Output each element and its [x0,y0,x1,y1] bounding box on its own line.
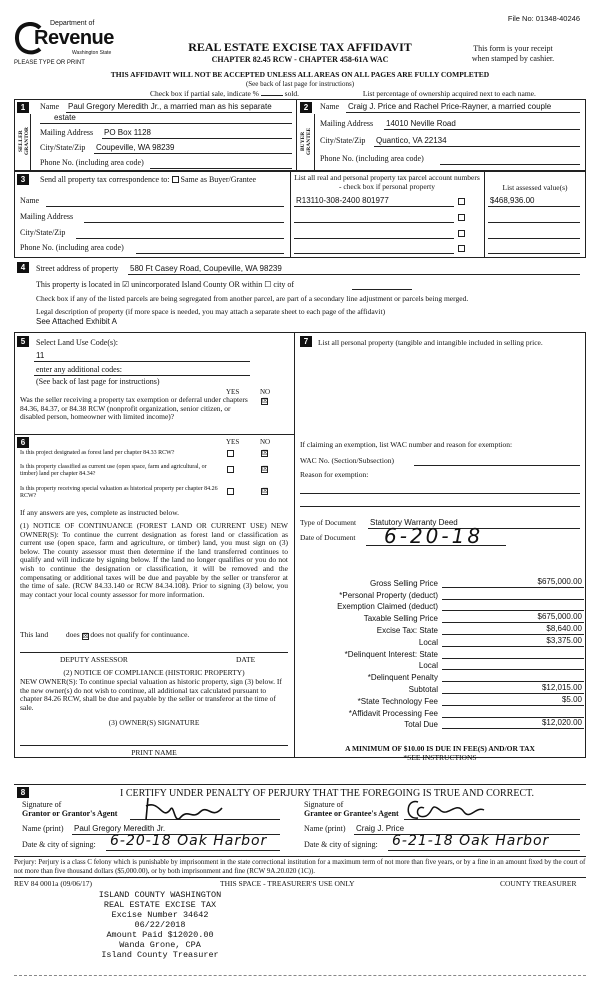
grantee-printed-name: Craig J. Price [356,824,405,833]
does-not-qualify-label: does not qualify for continuance. [90,630,190,639]
please-type-label: PLEASE TYPE OR PRINT [14,60,85,66]
tax-row-label: Total Due [404,720,438,730]
tax-row-value [442,671,584,682]
exemption-no-checkbox[interactable]: ☒ [262,397,269,405]
seller-phone-label: Phone No. (including area code) [40,158,144,167]
tax-row-label: Local [418,637,438,647]
grantee-name-print-label: Name (print) [304,824,346,833]
buyer-side-label: BUYER GRANTEE [300,127,312,155]
form-subtitle: CHAPTER 82.45 RCW - CHAPTER 458-61A WAC [211,55,389,64]
same-as-buyer-checkbox[interactable] [172,176,179,183]
receipt-note-1: This form is your receipt [473,44,553,53]
file-number: File No: 01348-40246 [507,14,580,23]
tax-row-value [442,659,584,670]
logo-state-label: Washington State [72,50,112,56]
grantor-sig-label-2: Grantor or Grantor's Agent [22,809,118,818]
tax-row-label: *Delinquent Penalty [367,673,438,683]
assessed-header: List assessed value(s) [502,183,568,192]
forest-land-question: Is this project designated as forest land per chapter 84.33 RCW? [20,450,175,456]
sec3-phone-label: Phone No. (including area code) [20,243,124,252]
doc-date-label: Date of Document [300,533,356,542]
segregated-text: Check box if any of the listed parcels are being segregated from another parcel, are part of a secondary line adjustment or parcels being merged. [36,294,469,303]
treasurer-stamp [70,890,250,960]
exemption-reason-label: Reason for exemption: [300,470,369,479]
tax-row [300,718,584,730]
additional-codes-label: enter any additional codes: [36,365,122,374]
tax-row-value: $8,640.00 [442,624,584,635]
tax-row-label: *Personal Property (deduct) [339,590,438,600]
partial-sale-label: Check box if partial sale, indicate % [150,89,259,98]
tax-row [300,682,584,694]
doc-date-value: 6-20-18 [384,524,484,548]
historic-question: Is this property receiving special valuation as historical property per chapter 84.26 RCW? [20,486,218,499]
exemption-question: Was the seller receiving a property tax exemption or deferral under chapters 84.36, 84.37, or 84.38 RCW (nonprofit organization, senior citizen, or disabled person, homeowner with limited income)? [20,395,248,421]
parcel-1-personal-checkbox[interactable] [458,198,465,205]
tax-row-label: *State Technology Fee [357,696,438,706]
stamp-line: Amount Paid $12020.00 [106,930,214,940]
tax-row-label: Exemption Claimed (deduct) [337,602,438,612]
tax-row [300,611,584,623]
treasurer-use-label: THIS SPACE - TREASURER'S USE ONLY [220,879,355,888]
warning-banner: THIS AFFIDAVIT WILL NOT BE ACCEPTED UNLESS ALL AREAS ON ALL PAGES ARE FULLY COMPLETED [110,70,490,79]
logo-revenue-word: Revenue [34,27,114,49]
tax-row-value: $12,015.00 [442,683,584,694]
send-to-label: Send all property tax correspondence to: [40,175,170,184]
land-use-see-back: (See back of last page for instructions) [36,377,160,386]
legal-description-label: Legal description of property (if more space is needed, you may attach a separate sheet to each page of the affidavit) [36,307,386,316]
section-2-number: 2 [300,102,312,113]
tax-calculation-table [300,576,584,729]
parcel-2-personal-checkbox[interactable] [458,214,465,221]
does-label: does [65,630,80,639]
parcel-3-personal-checkbox[interactable] [458,230,465,237]
forest-no-checkbox[interactable]: ☒ [262,449,269,457]
doc-type-label: Type of Document [300,518,357,527]
street-address-label: Street address of property [36,264,119,273]
historic-no-checkbox[interactable]: ☒ [262,487,269,495]
buyer-mailing-value: 14010 Neville Road [386,119,456,128]
sec3-city-label: City/State/Zip [20,228,66,237]
sec3-name-label: Name [20,196,40,205]
exemption-claim-label: If claiming an exemption, list WAC number and reason for exemption: [300,440,513,449]
tax-row [300,600,584,612]
stamp-line: Excise Number 34642 [111,910,209,920]
forest-yes-checkbox[interactable] [227,450,234,457]
grantee-sig-label-2: Grantee or Grantee's Agent [304,809,399,818]
buyer-name-label: Name [320,102,340,111]
correspondence-label [40,175,256,184]
minimum-fee-note: A MINIMUM OF $10.00 IS DUE IN FEE(S) AND/OR TAX [345,744,535,753]
buyer-city-label: City/State/Zip [320,136,366,145]
exemption-yes-header: YES [226,388,240,396]
land-use-label: Select Land Use Code(s): [36,338,118,347]
logo-dept-label: Department of [50,20,95,27]
grantor-date-city-label: Date & city of signing: [22,840,96,849]
tax-row [300,706,584,718]
buyer-name-value: Craig J. Price and Rachel Price-Rayner, a married couple [348,102,552,111]
tax-row-label: Local [418,661,438,671]
partial-sold-label: sold. [284,89,300,98]
section-8-number: 8 [17,787,29,798]
grantee-signature [400,792,490,828]
tax-row [300,659,584,671]
stamp-line: 06/22/2018 [134,920,186,930]
tax-row-label: Taxable Selling Price [363,614,438,624]
section-6-number: 6 [17,437,29,448]
seller-city-value: Coupeville, WA 98239 [96,143,175,152]
tax-row [300,635,584,647]
stamp-line: Wanda Grone, CPA [119,940,201,950]
does-not-qualify-checkbox[interactable]: ☒ [82,632,89,640]
this-land-label: This land [20,630,49,639]
stamp-line: ISLAND COUNTY WASHINGTON [98,890,222,900]
section-3-number: 3 [17,174,29,185]
tax-row-value: $12,020.00 [442,718,584,729]
tax-row-label: *Delinquent Interest: State [344,649,438,659]
doc-type-value: Statutory Warranty Deed [370,518,458,527]
buyer-phone-label: Phone No. (including area code) [320,154,424,163]
assessor-date-label: DATE [236,655,256,664]
sec6-yes-header: YES [226,438,240,446]
form-revision: REV 84 0001a (09/06/17) [14,879,92,888]
seller-mailing-label: Mailing Address [40,128,94,137]
tax-row-label: Excise Tax: State [376,625,438,635]
tax-row-label: Subtotal [408,684,438,694]
section-7-number: 7 [300,336,312,347]
sec3-mailing-label: Mailing Address [20,212,74,221]
grantee-date-city-label: Date & city of signing: [304,840,378,849]
department-logo [14,20,124,60]
land-use-code-value: 11 [36,351,45,360]
tax-row-value: $675,000.00 [442,612,584,623]
tax-row-value: $675,000.00 [442,577,584,588]
tax-row-label: Gross Selling Price [369,578,438,588]
qualify-row [20,630,189,639]
grantee-sig-label-1: Signature of [304,800,344,809]
print-name-label: PRINT NAME [131,748,177,757]
stamp-line: REAL ESTATE EXCISE TAX [103,900,217,910]
if-yes-instruction: If any answers are yes, complete as instructed below. [20,508,180,517]
tax-row-value [442,707,584,718]
sec6-no-header: NO [260,438,271,446]
seller-name-value: Paul Gregory Meredith Jr., a married man as his separate [68,102,272,111]
grantor-date-city-value: 6-20-18 Oak Harbor [110,833,268,849]
notice-continuance: (1) NOTICE OF CONTINUANCE (FOREST LAND OR CURRENT USE) NEW OWNER(S): To continue the current designation as forest land or classification as current use (open space, farm and agriculture, or timber) land, you must sign on (3) below. The county assessor must then determine if the land transferred continues to qualify and will indicate by signing below. If the land no longer qualifies or you do not wish to continue the designation or classification, it will be removed and the compensating or additional taxes will be due and payable by the seller or transferor at the time of sale. (RCW 84.33.140 or RCW 84.34.108). Prior to signing (3) below, you may contact your local county assessor for more information. [20,521,288,599]
seller-city-label: City/State/Zip [40,143,86,152]
parcel-number-value: R13110-308-2400 801977 [296,196,389,205]
tax-row-value [442,589,584,600]
tax-row-label: *Affidavit Processing Fee [348,708,438,718]
located-in-text: This property is located in ☑ unincorporated Island County OR within ☐ city of [36,280,295,289]
tax-row-value [442,600,584,611]
historic-yes-checkbox[interactable] [227,488,234,495]
section-5-number: 5 [17,336,29,347]
instructions-note: (See back of last page for instructions) [245,80,355,88]
grantor-name-print-label: Name (print) [22,824,64,833]
deputy-assessor-label: DEPUTY ASSESSOR [60,655,128,664]
stamp-line: Island County Treasurer [101,950,219,960]
parcel-4-personal-checkbox[interactable] [458,245,465,252]
street-address-value: 580 Ft Casey Road, Coupeville, WA 98239 [130,264,282,273]
current-use-question: Is this property classified as current use (open space, farm and agricultural, or timber) land per chapter 84.34? [20,464,207,477]
certify-statement: I CERTIFY UNDER PENALTY OF PERJURY THAT THE FOREGOING IS TRUE AND CORRECT. [120,788,534,799]
ownership-pct-label: List percentage of ownership acquired next to each name. [362,89,536,98]
tax-row-value: $5.00 [442,695,584,706]
current-use-no-checkbox[interactable]: ☒ [262,465,269,473]
tax-row [300,670,584,682]
buyer-mailing-label: Mailing Address [320,119,374,128]
tax-row [300,647,584,659]
legal-description-value: See Attached Exhibit A [36,317,117,326]
current-use-yes-checkbox[interactable] [227,466,234,473]
seller-name-label: Name [40,102,60,111]
receipt-note-2: when stamped by cashier. [471,54,555,63]
section-4-number: 4 [17,262,29,273]
county-treasurer-label: COUNTY TREASURER [500,879,577,888]
see-instructions-note: *SEE INSTRUCTIONS [403,753,477,762]
grantor-printed-name: Paul Gregory Meredith Jr. [74,824,166,833]
tax-row [300,694,584,706]
grantor-sig-label-1: Signature of [22,800,62,809]
exemption-no-header: NO [260,388,271,396]
tax-row [300,588,584,600]
section-1-number: 1 [17,102,29,113]
tax-row [300,576,584,588]
owner-signature-label: (3) OWNER(S) SIGNATURE [108,718,200,727]
tax-row-value [442,648,584,659]
tax-row-value: $3,375.00 [442,636,584,647]
tax-row [300,623,584,635]
seller-mailing-value: PO Box 1128 [104,128,151,137]
notice-compliance-text: NEW OWNER(S): To continue special valuation as historic property, sign (3) below. If the new owner(s) do not wish to continue, all additional tax calculated pursuant to chapter 84.26 RCW, shall be due and payable by the seller or transferor at the time of sale. [20,677,282,712]
grantee-date-city-value: 6-21-18 Oak Harbor [392,833,550,849]
personal-property-label: List all personal property (tangible and intangible included in selling price. [318,338,543,347]
wac-number-label: WAC No. (Section/Subsection) [300,456,394,465]
notice-compliance-title: (2) NOTICE OF COMPLIANCE (HISTORIC PROPERTY) [63,668,245,677]
same-as-buyer-label: Same as Buyer/Grantee [180,175,257,184]
assessed-value: $468,936.00 [490,196,535,205]
seller-side-label: SELLER GRANTOR [18,127,30,156]
seller-name-value-2: estate [54,113,76,122]
partial-sale-row [150,89,536,98]
parcel-header: List all real and personal property tax parcel account numbers - check box if personal property [294,173,480,191]
perjury-notice: Perjury: Perjury is a class C felony which is punishable by imprisonment in the state correctional institution for a maximum term of not more than five years, or by a fine in an amount fixed by the court of not more than five thousand dollars ($5,000.00), or by both imprisonment and fine (RCW 9A.20.020 (1C)). [14,858,586,875]
buyer-city-value: Quantico, VA 22134 [376,136,447,145]
form-title: REAL ESTATE EXCISE TAX AFFIDAVIT [188,40,412,54]
